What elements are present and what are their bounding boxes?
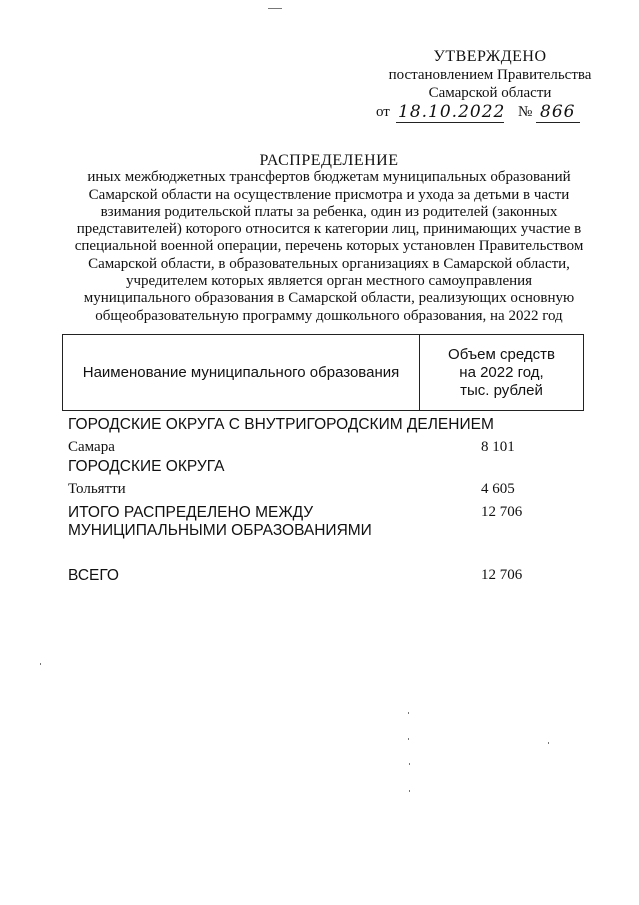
table-row-name: Самара xyxy=(68,439,115,455)
table-row-total-label-cont: МУНИЦИПАЛЬНЫМИ ОБРАЗОВАНИЯМИ xyxy=(68,522,372,539)
heading-line: специальной военной операции, перечень которых установлен Правительством xyxy=(74,238,584,255)
table-row-total-label: ИТОГО РАСПРЕДЕЛЕНО МЕЖДУ xyxy=(68,504,314,521)
heading-line: Самарской области, в образовательных организациях в Самарской области, xyxy=(88,255,570,272)
approval-line-2: Самарской области xyxy=(428,85,552,101)
approval-line-1: постановлением Правительства xyxy=(388,67,592,83)
approval-title: УТВЕРЖДЕНО xyxy=(433,48,547,65)
table-row-group-heading: ГОРОДСКИЕ ОКРУГА xyxy=(68,458,225,475)
table-row-group-heading: ГОРОДСКИЕ ОКРУГА С ВНУТРИГОРОДСКИМ ДЕЛЕНИЕМ xyxy=(68,416,494,433)
approval-block xyxy=(360,48,620,102)
scan-speck xyxy=(40,663,41,665)
scan-speck xyxy=(268,8,282,9)
table-row-value: 4 605 xyxy=(481,481,515,497)
amount-header-line: Объем средств xyxy=(448,345,555,363)
heading-line: общеобразовательную программу дошкольного образования, на 2022 год xyxy=(95,307,563,324)
table-row-name: Тольятти xyxy=(68,481,126,497)
scan-speck xyxy=(409,763,410,765)
scan-speck xyxy=(408,712,409,714)
heading-title: РАСПРЕДЕЛЕНИЕ xyxy=(259,152,399,169)
handwritten-date: 18.10.2022 xyxy=(398,102,506,122)
heading-line: иных межбюджетных трансфертов бюджетам муниципальных образований xyxy=(87,169,571,186)
scan-speck xyxy=(408,738,409,740)
table-row-value: 8 101 xyxy=(481,439,515,455)
heading-line: взимания родительской платы за ребенка, один из родителей (законных xyxy=(100,203,558,220)
document-heading xyxy=(44,152,614,325)
table-row-grand-total-value: 12 706 xyxy=(481,567,523,583)
heading-line: учредителем которых является орган местного самоуправления xyxy=(125,273,533,290)
table-row-grand-total-label: ВСЕГО xyxy=(68,567,119,584)
heading-line: муниципального образования в Самарской области, реализующих основную xyxy=(83,290,575,307)
column-header-amount xyxy=(420,335,583,410)
approval-date-number xyxy=(376,104,596,128)
heading-line: представителей) которого относится к категории лиц, принимающих участие в xyxy=(76,221,582,238)
from-label: от xyxy=(376,104,390,120)
handwritten-number: 866 xyxy=(540,102,576,122)
scan-speck xyxy=(548,742,549,744)
column-header-name: Наименование муниципального образования xyxy=(82,364,400,381)
amount-header-line: на 2022 год, xyxy=(459,363,544,381)
number-label: № xyxy=(518,104,533,120)
table-row-total-value: 12 706 xyxy=(481,504,523,520)
heading-line: Самарской области на осуществление присмотра и ухода за детьми в части xyxy=(88,186,570,203)
date-underline xyxy=(396,122,504,123)
table-header xyxy=(62,334,584,411)
amount-header-line: тыс. рублей xyxy=(460,381,543,399)
scan-speck xyxy=(409,790,410,792)
number-underline xyxy=(536,122,580,123)
